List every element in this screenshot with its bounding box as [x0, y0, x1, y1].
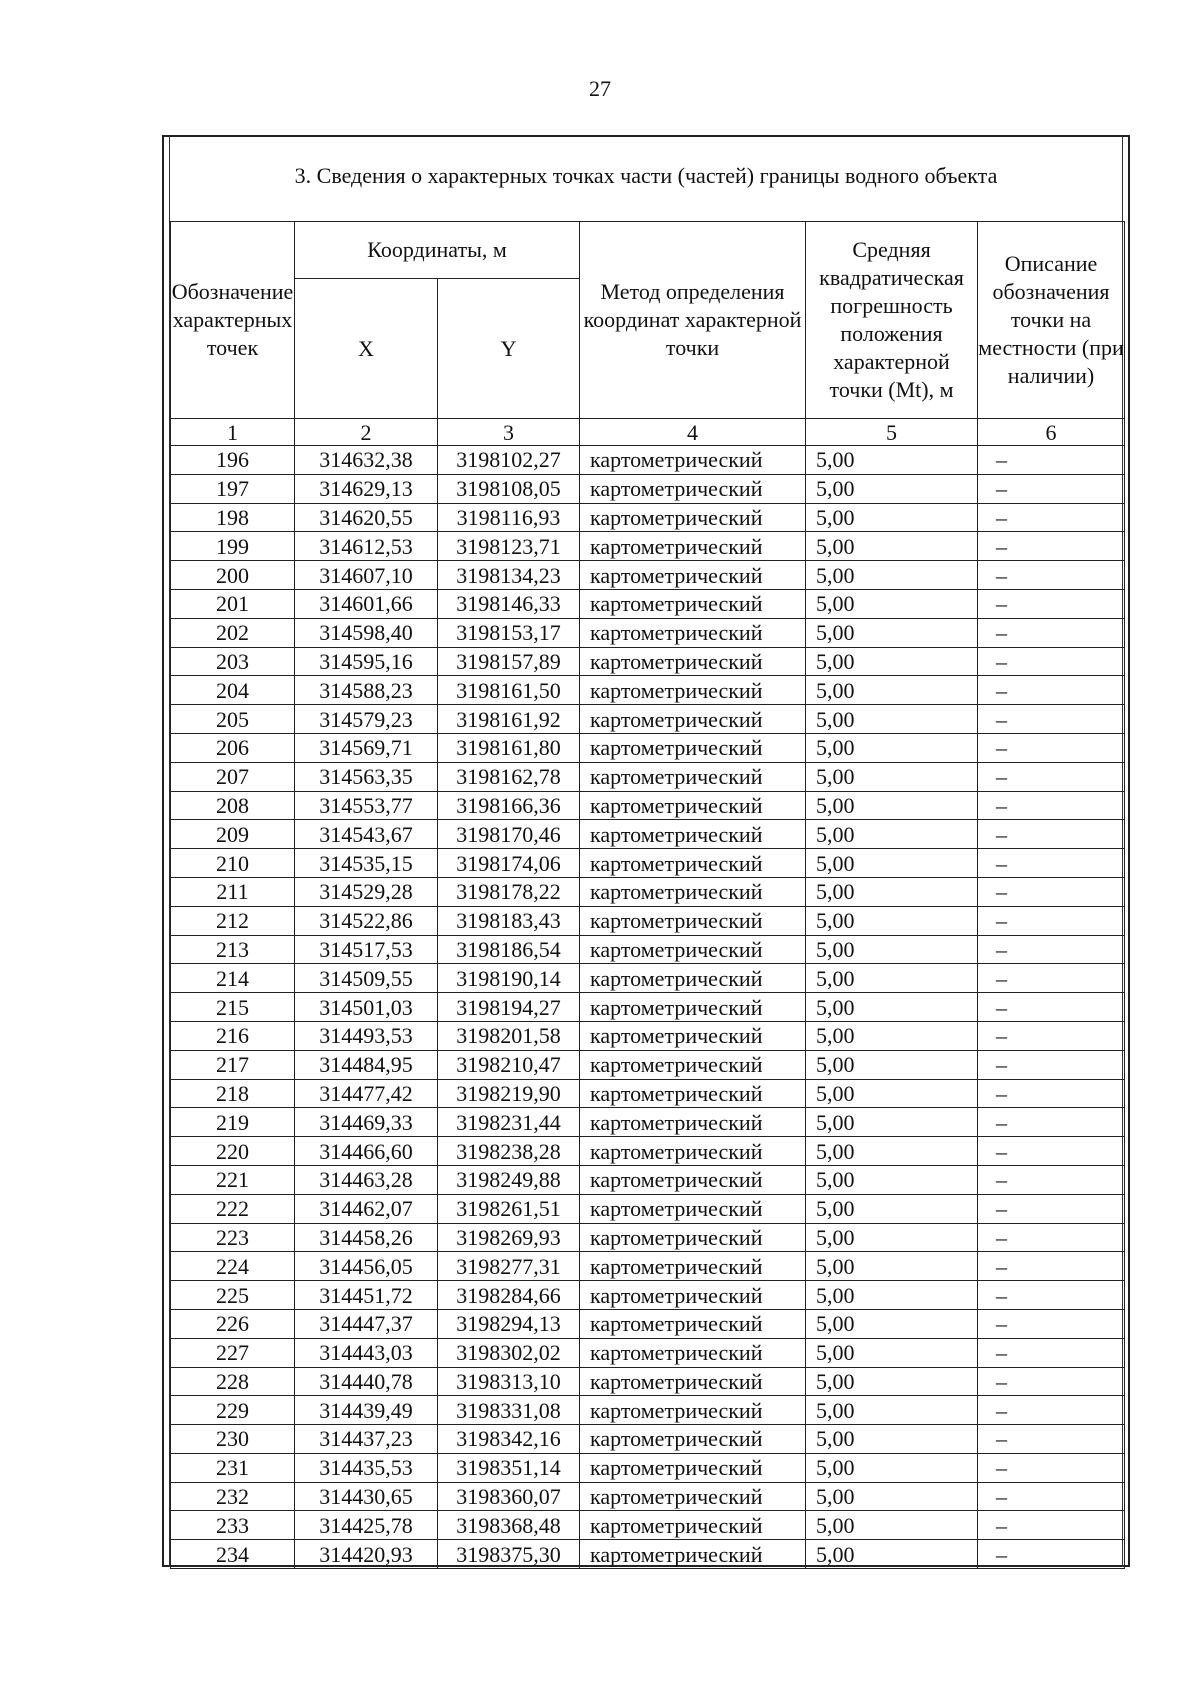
error-cell: 5,00 [806, 532, 978, 561]
coordinate-y-cell: 3198342,16 [438, 1425, 580, 1454]
point-number-cell: 225 [171, 1281, 295, 1310]
point-number-cell: 197 [171, 474, 295, 503]
method-cell: картометрический [580, 1367, 806, 1396]
method-cell: картометрический [580, 762, 806, 791]
table-row [171, 993, 1125, 1022]
coordinate-y-cell: 3198375,30 [438, 1540, 580, 1569]
point-number-cell: 215 [171, 993, 295, 1022]
description-cell: – [978, 877, 1125, 906]
error-cell: 5,00 [806, 1309, 978, 1338]
point-number-cell: 213 [171, 935, 295, 964]
coordinate-y-cell: 3198269,93 [438, 1223, 580, 1252]
coordinate-y-cell: 3198162,78 [438, 762, 580, 791]
coordinate-y-cell: 3198351,14 [438, 1453, 580, 1482]
description-cell: – [978, 935, 1125, 964]
coordinate-y-cell: 3198331,08 [438, 1396, 580, 1425]
description-cell: – [978, 647, 1125, 676]
coordinate-x-cell: 314430,65 [295, 1482, 438, 1511]
error-cell: 5,00 [806, 762, 978, 791]
column-number: 6 [978, 419, 1125, 446]
description-cell: – [978, 446, 1125, 475]
description-cell: – [978, 1281, 1125, 1310]
coordinate-y-cell: 3198294,13 [438, 1309, 580, 1338]
method-cell: картометрический [580, 1482, 806, 1511]
description-cell: – [978, 1540, 1125, 1569]
method-cell: картометрический [580, 676, 806, 705]
table-row [171, 1540, 1125, 1569]
error-cell: 5,00 [806, 589, 978, 618]
method-cell: картометрический [580, 474, 806, 503]
table-row [171, 532, 1125, 561]
error-cell: 5,00 [806, 474, 978, 503]
coordinate-x-cell: 314529,28 [295, 877, 438, 906]
point-number-cell: 218 [171, 1079, 295, 1108]
table-row [171, 762, 1125, 791]
description-cell: – [978, 1050, 1125, 1079]
coordinate-y-cell: 3198178,22 [438, 877, 580, 906]
table-row [171, 561, 1125, 590]
table-row [171, 1511, 1125, 1540]
coordinate-y-cell: 3198116,93 [438, 503, 580, 532]
coordinate-y-cell: 3198153,17 [438, 618, 580, 647]
coordinate-x-cell: 314601,66 [295, 589, 438, 618]
description-cell: – [978, 1367, 1125, 1396]
coordinate-x-cell: 314620,55 [295, 503, 438, 532]
point-number-cell: 230 [171, 1425, 295, 1454]
description-cell: – [978, 1079, 1125, 1108]
header-y: Y [438, 279, 580, 419]
coordinate-y-cell: 3198134,23 [438, 561, 580, 590]
coordinate-x-cell: 314435,53 [295, 1453, 438, 1482]
point-number-cell: 221 [171, 1165, 295, 1194]
coordinate-x-cell: 314629,13 [295, 474, 438, 503]
description-cell: – [978, 1108, 1125, 1137]
description-cell: – [978, 1511, 1125, 1540]
coordinate-y-cell: 3198210,47 [438, 1050, 580, 1079]
table-row [171, 1453, 1125, 1482]
point-number-cell: 224 [171, 1252, 295, 1281]
point-number-cell: 222 [171, 1194, 295, 1223]
description-cell: – [978, 1021, 1125, 1050]
point-number-cell: 228 [171, 1367, 295, 1396]
error-cell: 5,00 [806, 935, 978, 964]
header-point-designation: Обозначение характерных точек [171, 222, 295, 419]
coordinate-y-cell: 3198102,27 [438, 446, 580, 475]
error-cell: 5,00 [806, 618, 978, 647]
coordinate-y-cell: 3198190,14 [438, 964, 580, 993]
error-cell: 5,00 [806, 1108, 978, 1137]
table-row [171, 935, 1125, 964]
page-number: 27 [589, 76, 611, 101]
coordinate-x-cell: 314458,26 [295, 1223, 438, 1252]
method-cell: картометрический [580, 1396, 806, 1425]
table-row [171, 618, 1125, 647]
error-cell: 5,00 [806, 1367, 978, 1396]
table-row [171, 589, 1125, 618]
description-cell: – [978, 733, 1125, 762]
point-number-cell: 210 [171, 849, 295, 878]
table-row [171, 474, 1125, 503]
error-cell: 5,00 [806, 1165, 978, 1194]
method-cell: картометрический [580, 589, 806, 618]
coordinate-x-cell: 314469,33 [295, 1108, 438, 1137]
table-row [171, 906, 1125, 935]
description-cell: – [978, 1223, 1125, 1252]
table-row [171, 676, 1125, 705]
coordinate-y-cell: 3198123,71 [438, 532, 580, 561]
method-cell: картометрический [580, 1194, 806, 1223]
coordinate-y-cell: 3198277,31 [438, 1252, 580, 1281]
method-cell: картометрический [580, 877, 806, 906]
description-cell: – [978, 1396, 1125, 1425]
point-number-cell: 234 [171, 1540, 295, 1569]
description-cell: – [978, 503, 1125, 532]
point-number-cell: 229 [171, 1396, 295, 1425]
error-cell: 5,00 [806, 647, 978, 676]
coordinate-y-cell: 3198157,89 [438, 647, 580, 676]
method-cell: картометрический [580, 733, 806, 762]
coordinate-y-cell: 3198261,51 [438, 1194, 580, 1223]
column-number: 3 [438, 419, 580, 446]
column-number: 2 [295, 419, 438, 446]
description-cell: – [978, 964, 1125, 993]
coordinate-x-cell: 314440,78 [295, 1367, 438, 1396]
table-row [171, 446, 1125, 475]
description-cell: – [978, 589, 1125, 618]
table-row [171, 1425, 1125, 1454]
point-number-cell: 227 [171, 1338, 295, 1367]
method-cell: картометрический [580, 906, 806, 935]
error-cell: 5,00 [806, 1281, 978, 1310]
coordinate-x-cell: 314543,67 [295, 820, 438, 849]
description-cell: – [978, 676, 1125, 705]
coordinate-y-cell: 3198170,46 [438, 820, 580, 849]
point-number-cell: 220 [171, 1137, 295, 1166]
point-number-cell: 203 [171, 647, 295, 676]
error-cell: 5,00 [806, 1194, 978, 1223]
coordinate-x-cell: 314535,15 [295, 849, 438, 878]
method-cell: картометрический [580, 1511, 806, 1540]
coordinate-x-cell: 314439,49 [295, 1396, 438, 1425]
description-cell: – [978, 906, 1125, 935]
coordinate-y-cell: 3198161,92 [438, 705, 580, 734]
point-number-cell: 204 [171, 676, 295, 705]
coordinate-y-cell: 3198146,33 [438, 589, 580, 618]
method-cell: картометрический [580, 1021, 806, 1050]
error-cell: 5,00 [806, 993, 978, 1022]
coordinate-x-cell: 314493,53 [295, 1021, 438, 1050]
coordinate-x-cell: 314595,16 [295, 647, 438, 676]
description-cell: – [978, 849, 1125, 878]
point-number-cell: 209 [171, 820, 295, 849]
point-number-cell: 200 [171, 561, 295, 590]
coordinate-y-cell: 3198108,05 [438, 474, 580, 503]
method-cell: картометрический [580, 1079, 806, 1108]
header-coordinates: Координаты, м [295, 222, 580, 279]
coordinate-x-cell: 314425,78 [295, 1511, 438, 1540]
coordinate-y-cell: 3198249,88 [438, 1165, 580, 1194]
method-cell: картометрический [580, 1223, 806, 1252]
description-cell: – [978, 1165, 1125, 1194]
point-number-cell: 208 [171, 791, 295, 820]
coordinate-x-cell: 314612,53 [295, 532, 438, 561]
header-method: Метод определения координат характерной точки [580, 222, 806, 419]
point-number-cell: 205 [171, 705, 295, 734]
coordinate-x-cell: 314484,95 [295, 1050, 438, 1079]
error-cell: 5,00 [806, 446, 978, 475]
method-cell: картометрический [580, 1309, 806, 1338]
method-cell: картометрический [580, 1050, 806, 1079]
coordinate-y-cell: 3198238,28 [438, 1137, 580, 1166]
coordinate-y-cell: 3198161,50 [438, 676, 580, 705]
error-cell: 5,00 [806, 1223, 978, 1252]
coordinate-x-cell: 314501,03 [295, 993, 438, 1022]
error-cell: 5,00 [806, 964, 978, 993]
error-cell: 5,00 [806, 733, 978, 762]
point-number-cell: 202 [171, 618, 295, 647]
point-number-cell: 233 [171, 1511, 295, 1540]
description-cell: – [978, 1425, 1125, 1454]
description-cell: – [978, 1194, 1125, 1223]
method-cell: картометрический [580, 849, 806, 878]
table-row [171, 705, 1125, 734]
description-cell: – [978, 474, 1125, 503]
method-cell: картометрический [580, 1453, 806, 1482]
error-cell: 5,00 [806, 503, 978, 532]
error-cell: 5,00 [806, 561, 978, 590]
description-cell: – [978, 820, 1125, 849]
column-number: 1 [171, 419, 295, 446]
error-cell: 5,00 [806, 1252, 978, 1281]
error-cell: 5,00 [806, 1540, 978, 1569]
method-cell: картометрический [580, 964, 806, 993]
coordinate-y-cell: 3198183,43 [438, 906, 580, 935]
table-row [171, 1194, 1125, 1223]
coordinate-x-cell: 314456,05 [295, 1252, 438, 1281]
coordinate-x-cell: 314420,93 [295, 1540, 438, 1569]
method-cell: картометрический [580, 618, 806, 647]
method-cell: картометрический [580, 1540, 806, 1569]
coordinate-x-cell: 314563,35 [295, 762, 438, 791]
point-number-cell: 223 [171, 1223, 295, 1252]
error-cell: 5,00 [806, 849, 978, 878]
point-number-cell: 207 [171, 762, 295, 791]
coordinate-x-cell: 314463,28 [295, 1165, 438, 1194]
method-cell: картометрический [580, 820, 806, 849]
error-cell: 5,00 [806, 1137, 978, 1166]
table-row [171, 877, 1125, 906]
table-row [171, 1079, 1125, 1108]
coordinate-y-cell: 3198174,06 [438, 849, 580, 878]
table-row [171, 849, 1125, 878]
point-number-cell: 198 [171, 503, 295, 532]
coordinate-y-cell: 3198284,66 [438, 1281, 580, 1310]
point-number-cell: 219 [171, 1108, 295, 1137]
coordinate-x-cell: 314462,07 [295, 1194, 438, 1223]
point-number-cell: 231 [171, 1453, 295, 1482]
method-cell: картометрический [580, 1338, 806, 1367]
description-cell: – [978, 791, 1125, 820]
method-cell: картометрический [580, 561, 806, 590]
table-row [171, 1396, 1125, 1425]
error-cell: 5,00 [806, 791, 978, 820]
table-row [171, 1309, 1125, 1338]
method-cell: картометрический [580, 1425, 806, 1454]
description-cell: – [978, 561, 1125, 590]
error-cell: 5,00 [806, 877, 978, 906]
error-cell: 5,00 [806, 1396, 978, 1425]
section-title: 3. Сведения о характерных точках части (частей) границы водного объекта [294, 163, 998, 188]
point-number-cell: 206 [171, 733, 295, 762]
error-cell: 5,00 [806, 1425, 978, 1454]
coordinate-x-cell: 314553,77 [295, 791, 438, 820]
coordinate-x-cell: 314509,55 [295, 964, 438, 993]
coordinate-x-cell: 314447,37 [295, 1309, 438, 1338]
header-x: X [295, 279, 438, 419]
coordinate-x-cell: 314437,23 [295, 1425, 438, 1454]
description-cell: – [978, 1309, 1125, 1338]
table-row [171, 1252, 1125, 1281]
table-frame [162, 135, 1130, 1567]
description-cell: – [978, 993, 1125, 1022]
coordinate-y-cell: 3198166,36 [438, 791, 580, 820]
coordinate-x-cell: 314443,03 [295, 1338, 438, 1367]
coordinate-x-cell: 314569,71 [295, 733, 438, 762]
point-number-cell: 199 [171, 532, 295, 561]
point-number-cell: 212 [171, 906, 295, 935]
column-number-row [171, 419, 1125, 446]
header-description: Описание обозначения точки на местности (при наличии) [978, 222, 1125, 419]
description-cell: – [978, 762, 1125, 791]
table-row [171, 1050, 1125, 1079]
coordinate-x-cell: 314522,86 [295, 906, 438, 935]
error-cell: 5,00 [806, 1453, 978, 1482]
coordinate-x-cell: 314598,40 [295, 618, 438, 647]
coordinate-x-cell: 314632,38 [295, 446, 438, 475]
table-row [171, 1165, 1125, 1194]
method-cell: картометрический [580, 1108, 806, 1137]
description-cell: – [978, 1453, 1125, 1482]
table-row [171, 1223, 1125, 1252]
error-cell: 5,00 [806, 705, 978, 734]
coordinate-x-cell: 314517,53 [295, 935, 438, 964]
coordinate-x-cell: 314588,23 [295, 676, 438, 705]
method-cell: картометрический [580, 1165, 806, 1194]
coordinate-x-cell: 314466,60 [295, 1137, 438, 1166]
method-cell: картометрический [580, 935, 806, 964]
coordinate-y-cell: 3198302,02 [438, 1338, 580, 1367]
coordinate-x-cell: 314579,23 [295, 705, 438, 734]
column-number: 4 [580, 419, 806, 446]
coordinate-y-cell: 3198194,27 [438, 993, 580, 1022]
coordinate-y-cell: 3198201,58 [438, 1021, 580, 1050]
error-cell: 5,00 [806, 676, 978, 705]
error-cell: 5,00 [806, 1079, 978, 1108]
error-cell: 5,00 [806, 1050, 978, 1079]
description-cell: – [978, 1137, 1125, 1166]
column-number: 5 [806, 419, 978, 446]
method-cell: картометрический [580, 791, 806, 820]
coordinate-y-cell: 3198313,10 [438, 1367, 580, 1396]
table-row [171, 1338, 1125, 1367]
table-row [171, 1137, 1125, 1166]
method-cell: картометрический [580, 647, 806, 676]
coordinate-y-cell: 3198161,80 [438, 733, 580, 762]
point-number-cell: 201 [171, 589, 295, 618]
method-cell: картометрический [580, 446, 806, 475]
point-number-cell: 216 [171, 1021, 295, 1050]
error-cell: 5,00 [806, 1511, 978, 1540]
coordinate-y-cell: 3198219,90 [438, 1079, 580, 1108]
coordinate-x-cell: 314477,42 [295, 1079, 438, 1108]
table-row [171, 1367, 1125, 1396]
method-cell: картометрический [580, 1252, 806, 1281]
description-cell: – [978, 705, 1125, 734]
point-number-cell: 214 [171, 964, 295, 993]
table-row [171, 791, 1125, 820]
table-row [171, 647, 1125, 676]
point-number-cell: 217 [171, 1050, 295, 1079]
coordinate-x-cell: 314451,72 [295, 1281, 438, 1310]
header-error: Средняя квадратическая погрешность положения характерной точки (Mt), м [806, 222, 978, 419]
coordinate-y-cell: 3198231,44 [438, 1108, 580, 1137]
table-row [171, 1482, 1125, 1511]
description-cell: – [978, 1482, 1125, 1511]
coordinate-y-cell: 3198186,54 [438, 935, 580, 964]
table-row [171, 1281, 1125, 1310]
method-cell: картометрический [580, 1281, 806, 1310]
point-number-cell: 226 [171, 1309, 295, 1338]
characteristic-points-table [170, 221, 1125, 1569]
method-cell: картометрический [580, 532, 806, 561]
table-row [171, 503, 1125, 532]
description-cell: – [978, 1252, 1125, 1281]
table-row [171, 964, 1125, 993]
description-cell: – [978, 618, 1125, 647]
error-cell: 5,00 [806, 1482, 978, 1511]
error-cell: 5,00 [806, 820, 978, 849]
point-number-cell: 196 [171, 446, 295, 475]
method-cell: картометрический [580, 503, 806, 532]
point-number-cell: 211 [171, 877, 295, 906]
table-row [171, 1021, 1125, 1050]
point-number-cell: 232 [171, 1482, 295, 1511]
coordinate-y-cell: 3198368,48 [438, 1511, 580, 1540]
method-cell: картометрический [580, 705, 806, 734]
table-row [171, 820, 1125, 849]
description-cell: – [978, 532, 1125, 561]
table-row [171, 733, 1125, 762]
method-cell: картометрический [580, 1137, 806, 1166]
error-cell: 5,00 [806, 1021, 978, 1050]
table-row [171, 1108, 1125, 1137]
error-cell: 5,00 [806, 906, 978, 935]
method-cell: картометрический [580, 993, 806, 1022]
table-frame-inner [169, 137, 1123, 1567]
description-cell: – [978, 1338, 1125, 1367]
coordinate-y-cell: 3198360,07 [438, 1482, 580, 1511]
error-cell: 5,00 [806, 1338, 978, 1367]
coordinate-x-cell: 314607,10 [295, 561, 438, 590]
